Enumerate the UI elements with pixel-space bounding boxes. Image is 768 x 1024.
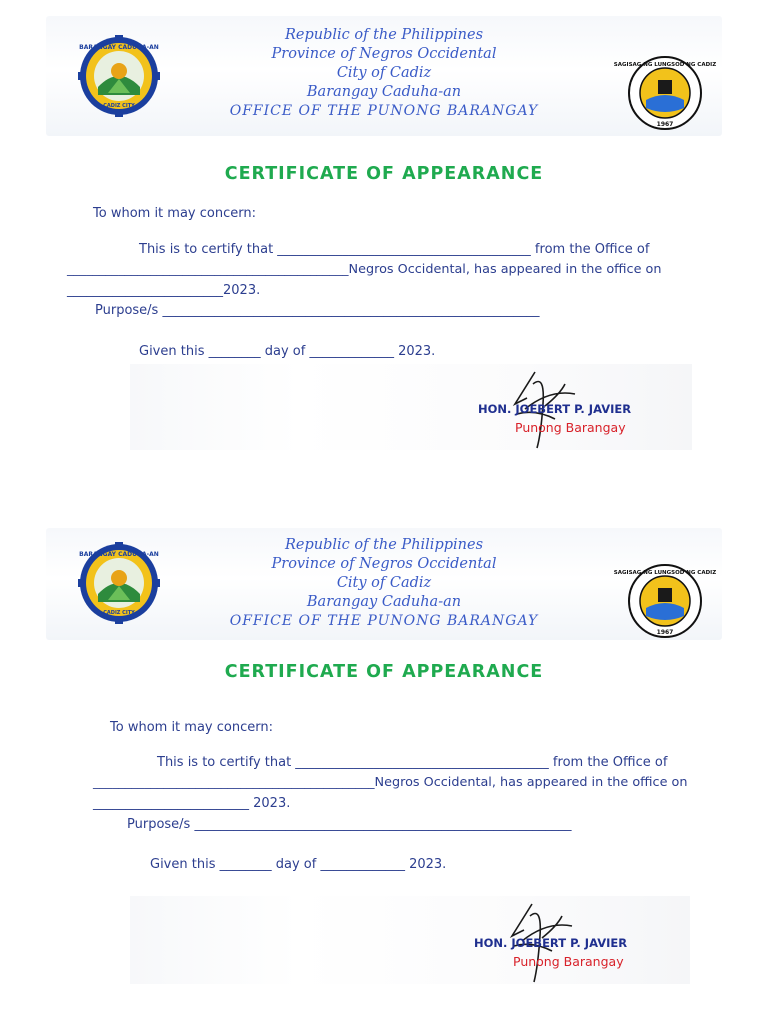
letterhead-text (46, 536, 722, 631)
certify-line-2: ____________________________________________Negros Occidental, has appeared in the office on (67, 262, 662, 277)
right-seal-text: SAGISAG NG LUNGSOD NG CADIZ (613, 570, 717, 576)
letterhead-text (46, 26, 722, 121)
certify-line-1: This is to certify that _______________________________________ from the Office of (157, 755, 668, 770)
right-seal-year: 1967 (656, 121, 674, 128)
certificate-title: CERTIFICATE OF APPEARANCE (224, 164, 544, 184)
certify-line-2: ____________________________________________Negros Occidental, has appeared in the office on (93, 775, 688, 790)
left-seal-text-bottom: CADIZ CITY (103, 103, 135, 109)
certify-line-3: ________________________ 2023. (93, 796, 291, 811)
certificate-2 (0, 512, 768, 1024)
city-line: City of Cadiz (336, 65, 432, 81)
signatory-position: Punong Barangay (513, 954, 624, 969)
certificate-title: CERTIFICATE OF APPEARANCE (224, 662, 544, 682)
republic-line: Republic of the Philippines (284, 537, 484, 553)
salutation: To whom it may concern: (110, 720, 273, 735)
city-line: City of Cadiz (336, 575, 432, 591)
republic-line: Republic of the Philippines (284, 27, 484, 43)
right-seal-text: SAGISAG NG LUNGSOD NG CADIZ (613, 62, 717, 68)
province-line: Province of Negros Occidental (271, 46, 497, 62)
office-line: OFFICE OF THE PUNONG BARANGAY (229, 103, 539, 119)
letterhead (46, 528, 722, 640)
purpose-line: Purpose/s __________________________________________________________ (95, 303, 540, 318)
province-line: Province of Negros Occidental (271, 556, 497, 572)
signatory-name: HON. JOEBERT P. JAVIER (478, 402, 632, 416)
office-line: OFFICE OF THE PUNONG BARANGAY (229, 613, 539, 629)
signatory-position: Punong Barangay (515, 420, 626, 435)
certify-line-3: ________________________2023. (67, 283, 261, 298)
salutation: To whom it may concern: (93, 206, 256, 221)
signature-block (130, 364, 692, 450)
barangay-line: Barangay Caduha-an (306, 594, 462, 610)
given-line: Given this ________ day of _____________ 2023. (139, 344, 436, 359)
letterhead (46, 16, 722, 136)
right-seal-year: 1967 (656, 629, 674, 636)
left-seal-text: BARANGAY CADUHA-AN (79, 44, 159, 51)
city-seal-icon (613, 564, 717, 638)
certify-line-1: This is to certify that _______________________________________ from the Office of (139, 242, 650, 257)
city-seal-icon (613, 56, 717, 130)
barangay-line: Barangay Caduha-an (306, 84, 462, 100)
left-seal-text: BARANGAY CADUHA-AN (79, 551, 159, 558)
given-line: Given this ________ day of _____________ 2023. (150, 857, 447, 872)
signatory-name: HON. JOEBERT P. JAVIER (474, 936, 628, 950)
signature-block (130, 896, 690, 984)
purpose-line: Purpose/s __________________________________________________________ (127, 817, 572, 832)
left-seal-text-bottom: CADIZ CITY (103, 610, 135, 616)
